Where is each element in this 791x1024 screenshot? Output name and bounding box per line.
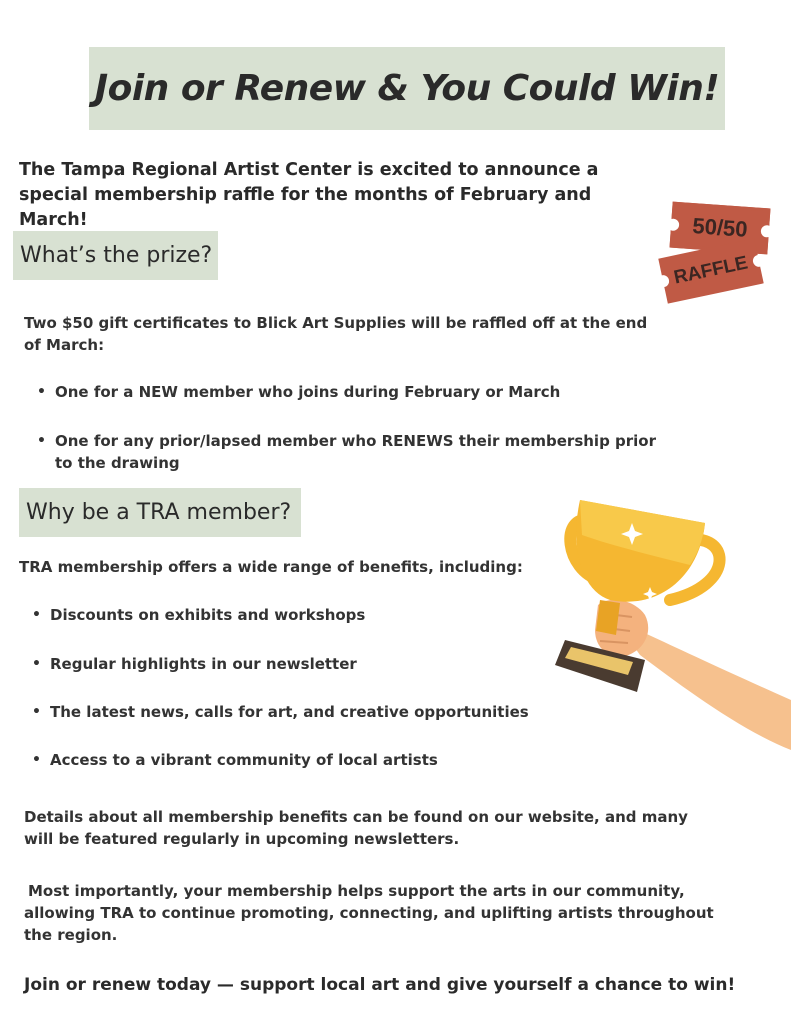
prize-section-heading: What’s the prize? [20, 243, 213, 268]
prize-list [37, 381, 677, 403]
raffle-ticket-bottom [658, 238, 763, 303]
raffle-ticket-bottom-label: RAFFLE [672, 252, 750, 289]
raffle-ticket-top-label: 50/50 [691, 213, 749, 242]
member-section-heading-box [19, 488, 301, 537]
benefits-list [32, 604, 552, 626]
page-title: Join or Renew & You Could Win! [94, 68, 720, 109]
benefit-list-item: • Access to a vibrant community of local artists [32, 749, 552, 771]
closing-call-to-action: Join or renew today — support local art and give yourself a chance to win! [24, 975, 736, 995]
intro-text: The Tampa Regional Artist Center is excited to announce a special membership raffle for the months of February and March! [19, 160, 599, 230]
prize-section-heading-box [13, 231, 218, 280]
benefits-list [32, 653, 552, 675]
details-paragraph: Details about all membership benefits can be found on our website, and many will be featured regularly in upcoming newsletters. [24, 808, 688, 848]
member-description: TRA membership offers a wide range of benefits, including: [19, 558, 523, 576]
prize-list-item: • One for a NEW member who joins during February or March [37, 381, 677, 403]
member-section-heading: Why be a TRA member? [26, 500, 292, 525]
prize-description: Two $50 gift certificates to Blick Art Supplies will be raffled off at the end of March: [24, 314, 648, 354]
benefits-list [32, 749, 552, 771]
prize-list-item: • One for any prior/lapsed member who RENEWS their membership prior to the drawing [37, 430, 677, 474]
importance-paragraph: Most importantly, your membership helps support the arts in our community, allowing TRA to continue promoting, connecting, and uplifting artists throughout the region. [24, 882, 714, 944]
benefits-list [32, 701, 552, 723]
benefit-list-item: • Discounts on exhibits and workshops [32, 604, 552, 626]
trophy-icon [540, 485, 791, 755]
title-banner [89, 47, 725, 130]
benefit-list-item: • The latest news, calls for art, and creative opportunities [32, 701, 552, 723]
benefit-list-item: • Regular highlights in our newsletter [32, 653, 552, 675]
prize-list [37, 430, 677, 474]
trophy-illustration [540, 485, 791, 755]
